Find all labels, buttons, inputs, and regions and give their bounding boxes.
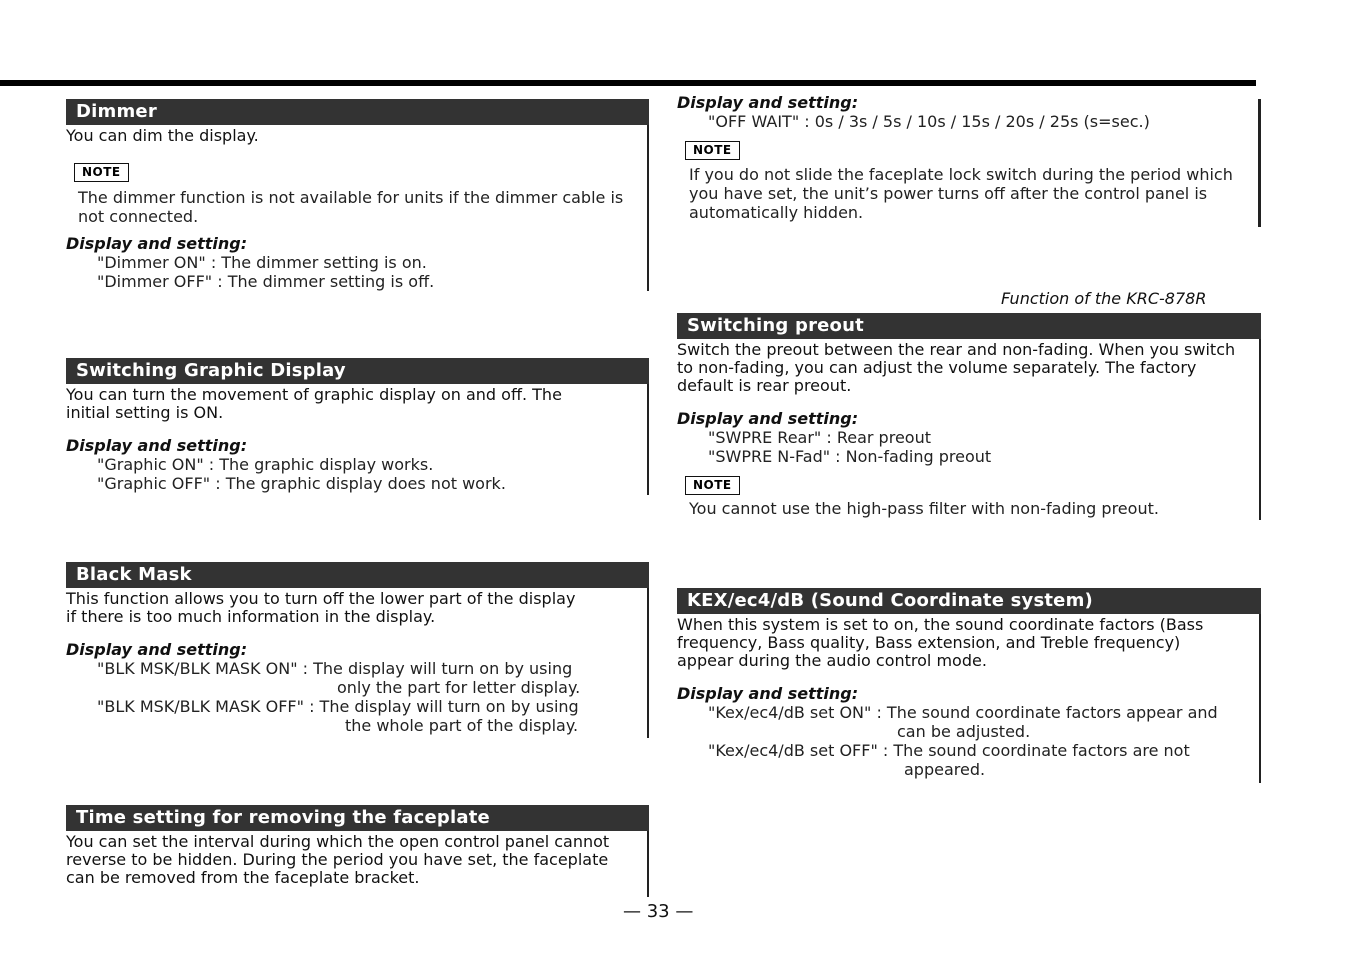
note-text: The dimmer function is not available for units if the dimmer cable is not connected. [78, 188, 624, 226]
note-label: NOTE [74, 163, 129, 182]
top-rule [0, 80, 1256, 86]
setting-line: "Kex/ec4/dB set ON" : The sound coordinate factors appear and [708, 703, 1218, 722]
section-black-mask [66, 562, 649, 738]
setting-line: "Graphic OFF" : The graphic display does not work. [97, 474, 506, 493]
divider-line [647, 384, 649, 495]
setting-line: "SWPRE Rear" : Rear preout [708, 428, 931, 447]
section-graphic-display [66, 358, 649, 495]
description: You can set the interval during which the open control panel cannot reverse to be hidden. During the period you have set, the faceplate can be removed from the faceplate bracket. [66, 832, 610, 887]
section-title: KEX/ec4/dB (Sound Coordinate system) [677, 588, 1261, 614]
section-title: Black Mask [66, 562, 649, 588]
divider-line [647, 588, 649, 738]
setting-line: "Dimmer OFF" : The dimmer setting is off. [97, 272, 435, 291]
description: You can dim the display. [66, 126, 259, 145]
setting-line: "SWPRE N-Fad" : Non-fading preout [708, 447, 992, 466]
divider-line [1259, 614, 1261, 783]
setting-line: "OFF WAIT" : 0s / 3s / 5s / 10s / 15s / 20s / 25s (s=sec.) [708, 112, 1150, 131]
note-text: If you do not slide the faceplate lock switch during the period which you have set, the unit’s power turns off after the control panel is automatically hidden. [689, 165, 1233, 222]
note-label: NOTE [685, 141, 740, 160]
section-title: Switching Graphic Display [66, 358, 649, 384]
setting-continuation: only the part for letter display. [337, 678, 581, 697]
page-number: — 33 — [623, 901, 694, 922]
section-faceplate-time [66, 805, 649, 897]
divider-line [647, 125, 649, 291]
display-setting-label: Display and setting: [677, 684, 859, 703]
model-reference: Function of the KRC-878R [1001, 289, 1207, 308]
setting-continuation: can be adjusted. [897, 722, 1031, 741]
description: This function allows you to turn off the lower part of the display if there is too much information in the display. [66, 589, 576, 626]
section-offwait-settings [677, 93, 1261, 227]
setting-continuation: appeared. [904, 760, 986, 779]
description: Switch the preout between the rear and non-fading. When you switch to non-fading, you can adjust the volume separately. The factory default is rear preout. [677, 340, 1236, 395]
display-setting-label: Display and setting: [66, 640, 248, 659]
note-label: NOTE [685, 476, 740, 495]
divider-line [647, 831, 649, 897]
display-setting-label: Display and setting: [66, 234, 248, 253]
section-title: Time setting for removing the faceplate [66, 805, 649, 831]
divider-line [1259, 339, 1261, 520]
description: You can turn the movement of graphic display on and off. The initial setting is ON. [66, 385, 562, 422]
display-setting-label: Display and setting: [66, 436, 248, 455]
display-setting-label: Display and setting: [677, 409, 859, 428]
section-title: Dimmer [66, 99, 649, 125]
description: When this system is set to on, the sound coordinate factors (Bass frequency, Bass quality, Bass extension, and Treble frequency) appear during the audio control mode. [677, 615, 1204, 670]
section-dimmer [66, 99, 649, 291]
setting-line: "Dimmer ON" : The dimmer setting is on. [97, 253, 427, 272]
section-title: Switching preout [677, 313, 1261, 339]
divider-line [1258, 99, 1261, 227]
setting-line: "BLK MSK/BLK MASK ON" : The display will turn on by using [97, 659, 573, 678]
display-setting-label: Display and setting: [677, 93, 859, 112]
section-switching-preout [677, 313, 1261, 520]
setting-line: "Kex/ec4/dB set OFF" : The sound coordinate factors are not [708, 741, 1190, 760]
setting-line: "BLK MSK/BLK MASK OFF" : The display will turn on by using [97, 697, 579, 716]
section-kex-ec4-db [677, 588, 1261, 783]
setting-line: "Graphic ON" : The graphic display works. [97, 455, 434, 474]
note-text: You cannot use the high-pass filter with non-fading preout. [689, 499, 1159, 518]
setting-continuation: the whole part of the display. [345, 716, 579, 735]
